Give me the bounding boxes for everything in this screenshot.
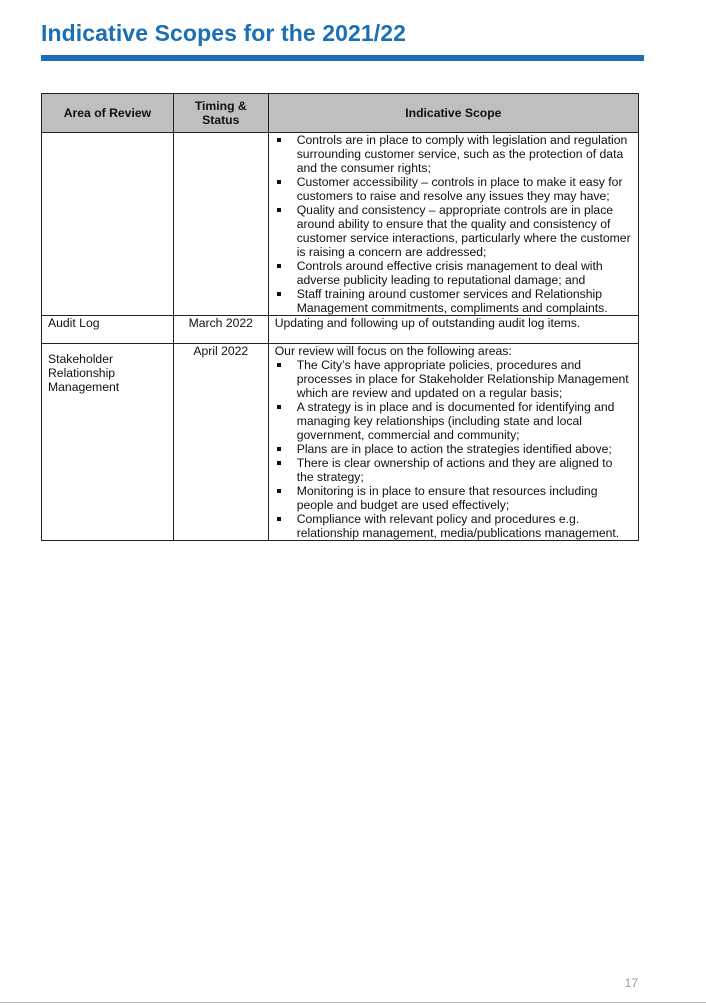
scope-bullet-item: A strategy is in place and is documented for identifying and managing key relationships (including state and local government, commercial and community;	[275, 400, 632, 442]
scope-bullet-list	[275, 133, 632, 315]
table-body	[42, 133, 639, 541]
table-row	[42, 344, 639, 541]
footer-line	[0, 1002, 706, 1003]
timing-status-cell	[173, 133, 268, 316]
scope-bullet-item: There is clear ownership of actions and they are aligned to the strategy;	[275, 456, 632, 484]
scope-bullet-item: Compliance with relevant policy and procedures e.g. relationship management, media/publications management.	[275, 512, 632, 540]
scope-bullet-item: Staff training around customer services and Relationship Management commitments, compliments and complaints.	[275, 287, 632, 315]
header-timing-status: Timing & Status	[173, 94, 268, 133]
title-underline	[41, 55, 644, 61]
table-row	[42, 133, 639, 316]
scope-intro-text: Updating and following up of outstanding audit log items.	[274, 316, 581, 330]
page-title: Indicative Scopes for the 2021/22	[41, 20, 407, 46]
area-of-review-cell: Stakeholder Relationship Management	[42, 344, 174, 541]
scope-bullet-item: Quality and consistency – appropriate controls are in place around ability to ensure that the quality and consistency of customer service interactions, particularly where the customer is raising a concern are addressed;	[275, 203, 632, 259]
scope-bullet-item: Controls around effective crisis management to deal with adverse publicity leading to reputational damage; and	[275, 259, 632, 287]
scope-intro-text: Our review will focus on the following areas:	[274, 344, 512, 358]
table-header-row	[42, 94, 639, 133]
scope-bullet-item: The City’s have appropriate policies, procedures and processes in place for Stakeholder Relationship Management which are review and updated on a regular basis;	[275, 358, 632, 400]
scope-bullet-item: Controls are in place to comply with legislation and regulation surrounding customer service, such as the protection of data and the consumer rights;	[275, 133, 632, 175]
scope-bullet-item: Plans are in place to action the strategies identified above;	[275, 442, 632, 456]
header-indicative-scope: Indicative Scope	[268, 94, 638, 133]
scope-bullet-item: Customer accessibility – controls in place to make it easy for customers to raise and resolve any issues they may have;	[275, 175, 632, 203]
timing-status-cell: April 2022	[173, 344, 268, 541]
scope-bullet-list	[275, 358, 632, 540]
area-of-review-cell	[42, 133, 174, 316]
scope-table	[41, 93, 639, 541]
header-area-of-review: Area of Review	[42, 94, 174, 133]
timing-status-cell: March 2022	[173, 316, 268, 344]
indicative-scope-cell	[268, 316, 638, 344]
page-number: 17	[624, 976, 638, 990]
table-row	[42, 316, 639, 344]
indicative-scope-cell	[268, 344, 638, 541]
area-of-review-cell: Audit Log	[42, 316, 174, 344]
indicative-scope-cell	[268, 133, 638, 316]
scope-bullet-item: Monitoring is in place to ensure that resources including people and budget are used effectively;	[275, 484, 632, 512]
